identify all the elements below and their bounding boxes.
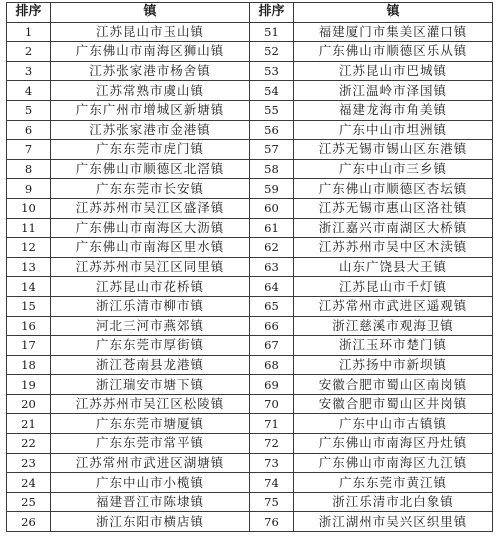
table-row [7,434,493,454]
table-row [7,512,493,532]
cell-rank-left: 11 [7,218,51,238]
cell-town-right: 广东东莞市黄江镇 [294,473,493,493]
cell-town-right: 广东佛山市顺德区杏坛镇 [294,179,493,199]
table-row [7,238,493,258]
table-row [7,375,493,395]
cell-rank-right: 56 [250,120,294,140]
cell-town-left: 广东东莞市长安镇 [51,179,250,199]
cell-rank-right: 57 [250,140,294,160]
cell-rank-right: 52 [250,42,294,62]
cell-town-right: 浙江嘉兴市南湖区大桥镇 [294,218,493,238]
cell-town-right: 江苏昆山市巴城镇 [294,61,493,81]
cell-town-right: 广东佛山市南海区丹灶镇 [294,434,493,454]
cell-town-left: 江苏苏州市吴江区松陵镇 [51,394,250,414]
cell-rank-left: 20 [7,394,51,414]
header-town-right: 镇 [294,3,493,23]
cell-town-left: 江苏张家港市杨舍镇 [51,61,250,81]
cell-rank-right: 69 [250,375,294,395]
table-row [7,473,493,493]
cell-rank-left: 23 [7,453,51,473]
table-row [7,492,493,512]
table-row [7,394,493,414]
cell-rank-left: 15 [7,296,51,316]
cell-rank-right: 70 [250,394,294,414]
cell-town-right: 浙江乐清市北白象镇 [294,492,493,512]
cell-rank-right: 67 [250,336,294,356]
cell-rank-right: 66 [250,316,294,336]
cell-town-left: 广东东莞市常平镇 [51,434,250,454]
cell-rank-left: 22 [7,434,51,454]
cell-town-right: 浙江湖州市吴兴区织里镇 [294,512,493,532]
table-row [7,179,493,199]
table-row [7,316,493,336]
cell-town-left: 江苏常州市武进区湖塘镇 [51,453,250,473]
cell-rank-right: 62 [250,238,294,258]
cell-rank-right: 61 [250,218,294,238]
cell-rank-left: 26 [7,512,51,532]
table-row [7,277,493,297]
cell-town-right: 福建龙海市角美镇 [294,100,493,120]
cell-town-left: 广东东莞市虎门镇 [51,140,250,160]
table-row [7,100,493,120]
cell-town-right: 浙江慈溪市观海卫镇 [294,316,493,336]
cell-town-right: 安徽合肥市蜀山区井岗镇 [294,394,493,414]
cell-town-left: 江苏张家港市金港镇 [51,120,250,140]
cell-rank-left: 5 [7,100,51,120]
cell-rank-right: 64 [250,277,294,297]
cell-town-left: 河北三河市燕郊镇 [51,316,250,336]
cell-rank-left: 2 [7,42,51,62]
header-town-left: 镇 [51,3,250,23]
cell-rank-left: 13 [7,257,51,277]
table-row [7,355,493,375]
cell-rank-left: 7 [7,140,51,160]
cell-rank-right: 76 [250,512,294,532]
cell-town-left: 浙江苍南县龙港镇 [51,355,250,375]
cell-rank-right: 73 [250,453,294,473]
cell-town-right: 江苏扬中市新坝镇 [294,355,493,375]
cell-rank-right: 63 [250,257,294,277]
cell-rank-left: 10 [7,198,51,218]
cell-town-right: 安徽合肥市蜀山区南岗镇 [294,375,493,395]
table-body [7,22,493,531]
table-row [7,296,493,316]
table-row [7,198,493,218]
cell-town-left: 广东中山市小榄镇 [51,473,250,493]
cell-rank-right: 55 [250,100,294,120]
cell-rank-right: 65 [250,296,294,316]
cell-rank-right: 74 [250,473,294,493]
cell-town-right: 广东佛山市南海区九江镇 [294,453,493,473]
cell-town-right: 江苏常州市武进区遥观镇 [294,296,493,316]
cell-rank-left: 1 [7,22,51,42]
cell-rank-left: 18 [7,355,51,375]
table-row [7,453,493,473]
cell-rank-right: 58 [250,159,294,179]
cell-town-left: 江苏昆山市玉山镇 [51,22,250,42]
cell-rank-right: 71 [250,414,294,434]
town-ranking-table [6,2,493,532]
cell-rank-left: 19 [7,375,51,395]
cell-town-left: 江苏常熟市虞山镇 [51,81,250,101]
table-row [7,81,493,101]
cell-town-right: 江苏昆山市千灯镇 [294,277,493,297]
table-row [7,218,493,238]
cell-rank-right: 59 [250,179,294,199]
cell-town-left: 广东东莞市厚街镇 [51,336,250,356]
cell-town-right: 浙江温岭市泽国镇 [294,81,493,101]
cell-town-right: 广东中山市三乡镇 [294,159,493,179]
cell-rank-right: 53 [250,61,294,81]
cell-town-right: 广东佛山市顺德区乐从镇 [294,42,493,62]
table-row [7,61,493,81]
cell-rank-left: 4 [7,81,51,101]
cell-town-left: 广东佛山市南海区大沥镇 [51,218,250,238]
cell-town-left: 浙江乐清市柳市镇 [51,296,250,316]
cell-town-right: 江苏无锡市锡山区东港镇 [294,140,493,160]
cell-town-left: 广东佛山市顺德区北滘镇 [51,159,250,179]
cell-town-left: 广东佛山市南海区狮山镇 [51,42,250,62]
cell-rank-right: 51 [250,22,294,42]
cell-town-left: 江苏昆山市花桥镇 [51,277,250,297]
cell-rank-left: 16 [7,316,51,336]
cell-rank-left: 21 [7,414,51,434]
cell-rank-right: 72 [250,434,294,454]
cell-rank-left: 3 [7,61,51,81]
cell-rank-left: 14 [7,277,51,297]
cell-town-left: 广东东莞市塘厦镇 [51,414,250,434]
cell-town-left: 江苏苏州市吴江区同里镇 [51,257,250,277]
table-row [7,42,493,62]
cell-town-left: 浙江瑞安市塘下镇 [51,375,250,395]
cell-town-left: 福建晋江市陈埭镇 [51,492,250,512]
table-row [7,414,493,434]
cell-rank-left: 9 [7,179,51,199]
table-row [7,159,493,179]
cell-town-right: 江苏无锡市惠山区洛社镇 [294,198,493,218]
cell-town-left: 江苏苏州市吴江区盛泽镇 [51,198,250,218]
table-row [7,336,493,356]
cell-rank-right: 60 [250,198,294,218]
cell-rank-right: 68 [250,355,294,375]
table-header-row [7,3,493,23]
table-row [7,257,493,277]
cell-town-left: 浙江东阳市横店镇 [51,512,250,532]
cell-rank-left: 24 [7,473,51,493]
cell-town-right: 浙江玉环市楚门镇 [294,336,493,356]
cell-rank-right: 75 [250,492,294,512]
cell-rank-left: 6 [7,120,51,140]
table-row [7,120,493,140]
table-row [7,140,493,160]
cell-rank-left: 8 [7,159,51,179]
cell-town-right: 江苏苏州市吴中区木渎镇 [294,238,493,258]
cell-town-right: 福建厦门市集美区灌口镇 [294,22,493,42]
cell-town-left: 广东佛山市南海区里水镇 [51,238,250,258]
cell-town-right: 广东中山市坦洲镇 [294,120,493,140]
cell-rank-left: 12 [7,238,51,258]
header-rank-left: 排序 [7,3,51,23]
cell-rank-left: 25 [7,492,51,512]
cell-town-left: 广东广州市增城区新塘镇 [51,100,250,120]
table-row [7,22,493,42]
cell-rank-left: 17 [7,336,51,356]
cell-rank-right: 54 [250,81,294,101]
header-rank-right: 排序 [250,3,294,23]
cell-town-right: 山东广饶县大王镇 [294,257,493,277]
cell-town-right: 广东中山市古镇镇 [294,414,493,434]
